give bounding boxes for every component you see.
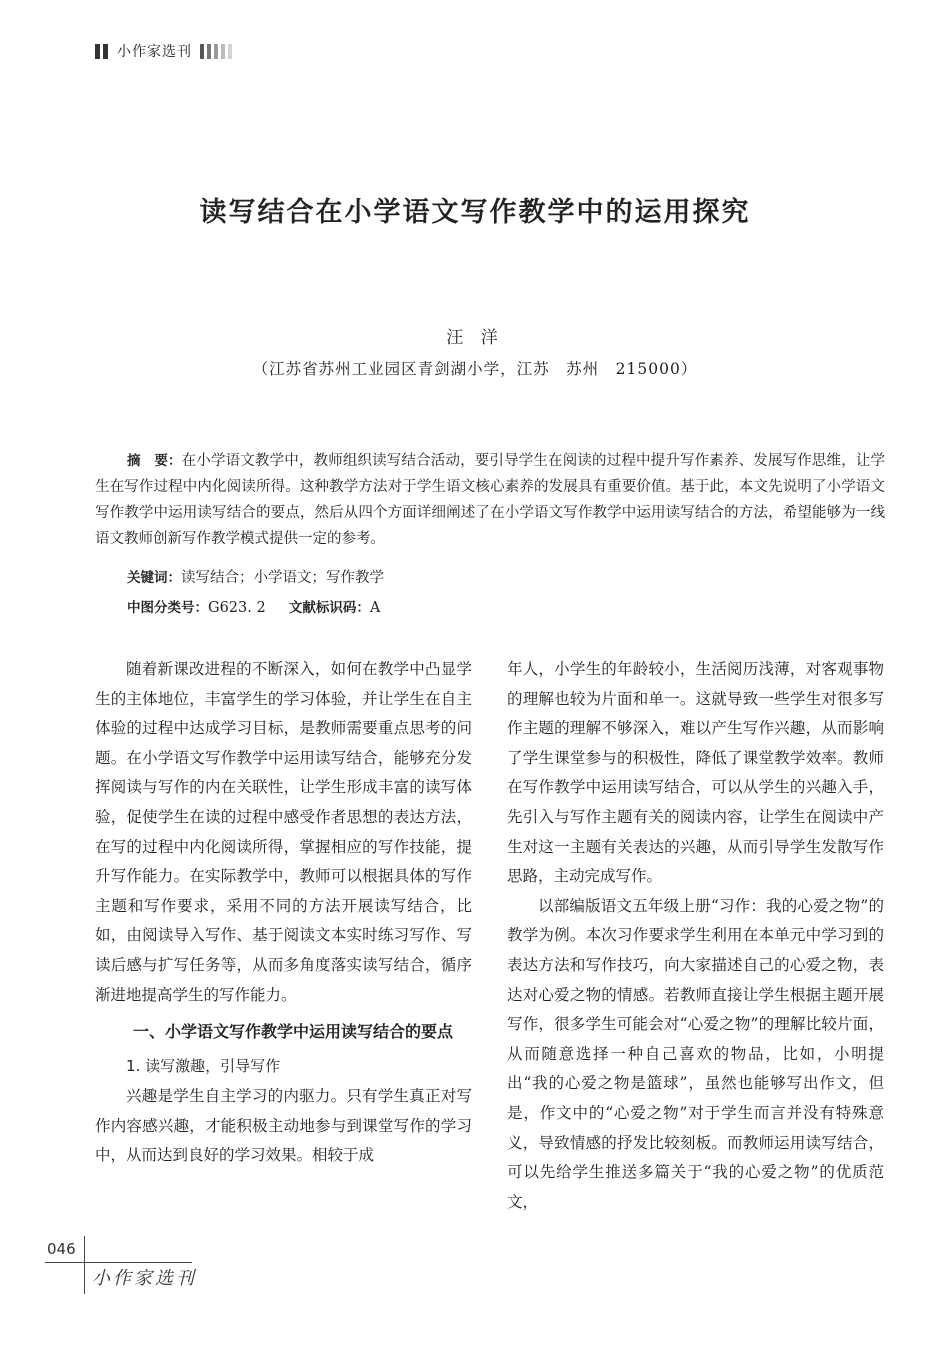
doc-code-label: 文献标识码：	[288, 600, 370, 616]
footer-rule-vertical	[84, 1236, 85, 1294]
section-heading: 一、小学语文写作教学中运用读写结合的要点	[133, 1022, 454, 1042]
clc-value: G623. 2	[208, 600, 266, 616]
abstract-text: 在小学语文教学中，教师组织读写结合活动，要引导学生在阅读的过程中提升写作素养、发展写作思维，让学生在写作过程中内化阅读所得。这种教学方法对于学生语文核心素养的发展具有重要价值。基于此，本文先说明了小学语文写作教学中运用读写结合的要点，然后从四个方面详细阐述了在小学语文写作教学中运用读写结合的方法，希望能够为一线语文教师创新写作教学模式提供一定的参考。	[95, 453, 886, 547]
header-bar-fade	[200, 44, 204, 59]
footer-rule	[45, 1262, 192, 1263]
header-bar-fade	[207, 44, 211, 59]
author-name: 汪 洋	[446, 328, 504, 348]
classification-line	[127, 596, 380, 616]
header-bar-mark	[103, 44, 108, 59]
abstract	[95, 448, 885, 552]
abstract-label: 摘 要：	[127, 453, 182, 469]
keywords-value: 读写结合；小学语文；写作教学	[181, 570, 384, 586]
body-paragraph: 年人，小学生的年龄较小，生活阅历浅薄，对客观事物的理解也较为片面和单一。这就导致一些学生对很多写作主题的理解不够深入，难以产生写作兴趣，从而影响了学生课堂参与的积极性，降低了课堂教学效率。教师在写作教学中运用读写结合，可以从学生的兴趣入手，先引入与写作主题有关的阅读内容，让学生在阅读中产生对这一主题有关表达的兴趣，从而引导学生发散写作思路，主动完成写作。	[507, 660, 884, 886]
body-paragraph: 随着新课改进程的不断深入，如何在教学中凸显学生的主体地位，丰富学生的学习体验，并让学生在自主体验的过程中达成学习目标，是教师需要重点思考的问题。在小学语文写作教学中运用读写结合，能够充分发挥阅读与写作的内在关联性，让学生形成丰富的读写体验，促使学生在读的过程中感受作者思想的表达方法，在写的过程中内化阅读所得，掌握相应的写作技能，提升写作能力。在实际教学中，教师可以根据具体的写作主题和写作要求，采用不同的方法开展读写结合，比如，由阅读导入写作、基于阅读文本实时练习写作、写读后感与扩写任务等，从而多角度落实读写结合，循序渐进地提高学生的写作能力。	[95, 660, 472, 1004]
doc-code-value: A	[369, 600, 381, 616]
journal-label: 小作家选刊	[117, 44, 192, 60]
journal-logo: 小作家选刊	[92, 1268, 197, 1289]
body-paragraph: 以部编版语文五年级上册“习作：我的心爱之物”的教学为例。本次习作要求学生利用在本单元中学习到的表达方法和写作技巧，向大家描述自己的心爱之物，表达对心爱之物的情感。若教师直接让学生根据主题开展写作，很多学生可能会对“心爱之物”的理解比较片面，从而随意选择一种自己喜欢的物品，比如，小明提出“我的心爱之物是篮球”，虽然也能够写出作文，但是，作文中的“心爱之物”对于学生而言并没有特殊意义，导致情感的抒发比较刻板。而教师运用读写结合，可以先给学生推送多篇关于“我的心爱之物”的优质范文，	[507, 896, 884, 1211]
page-number: 046	[47, 1240, 76, 1258]
header-bar-fade	[221, 44, 225, 59]
keywords-line	[127, 566, 384, 587]
author-affiliation: （江苏省苏州工业园区青剑湖小学，江苏 苏州 215000）	[252, 360, 698, 378]
header-bar-fade	[214, 44, 218, 59]
body-left-column	[95, 655, 472, 1171]
header-bar-mark	[95, 44, 100, 59]
running-header	[95, 40, 235, 62]
body-paragraph: 兴趣是学生自主学习的内驱力。只有学生真正对写作内容感兴趣，才能积极主动地参与到课堂写作的学习中，从而达到良好的学习效果。相较于成	[95, 1087, 472, 1165]
body-right-column	[507, 655, 884, 1217]
subsection-heading: 1. 读写激趣，引导写作	[126, 1057, 281, 1076]
header-bar-fade	[228, 44, 232, 59]
keywords-label: 关键词：	[127, 570, 181, 586]
article-title: 读写结合在小学语文写作教学中的运用探究	[199, 197, 751, 228]
clc-label: 中图分类号：	[127, 600, 208, 616]
